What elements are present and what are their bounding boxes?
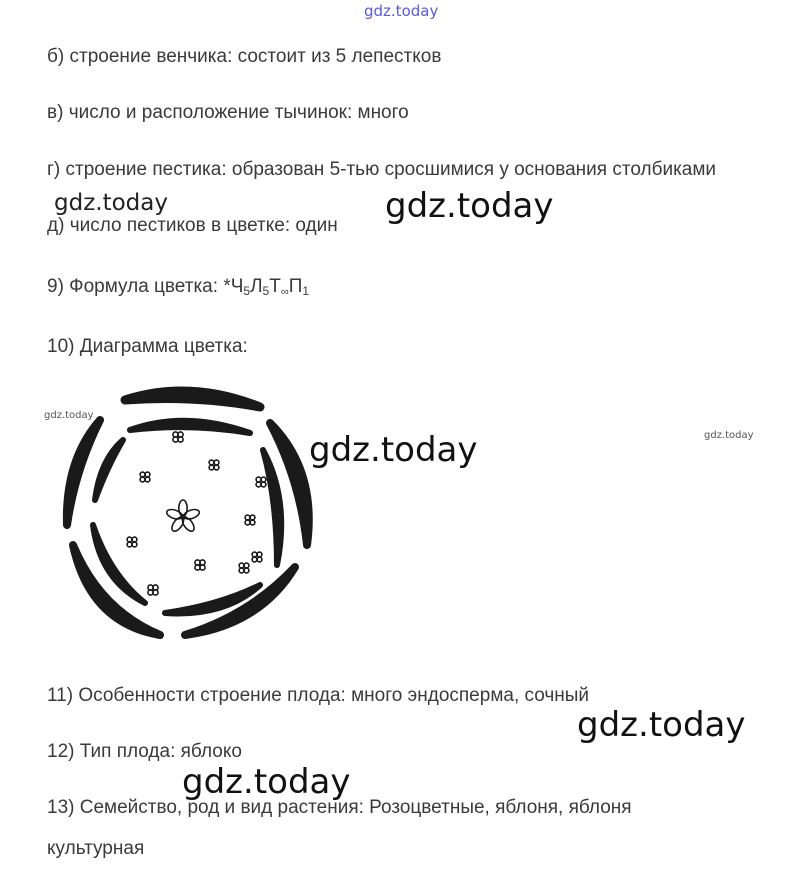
pistil-count-text: д) число пестиков в цветке: один: [47, 215, 338, 236]
stamen-icon: [148, 585, 158, 595]
fruit-type-text: 12) Тип плода: яблоко: [47, 741, 242, 762]
petal-shape: [95, 440, 123, 500]
stamen-icon: [127, 537, 137, 547]
watermark-right: gdz.today: [577, 705, 746, 745]
watermark-diagram-center: gdz.today: [309, 430, 478, 470]
watermark-bottom: gdz.today: [182, 762, 351, 802]
formula-label: 9) Формула цветка:: [47, 276, 224, 297]
flower-formula: [47, 275, 309, 304]
family-text-line1: 13) Семейство, род и вид растения: Розоцветные, яблоня, яблоня: [47, 797, 632, 818]
corolla-structure-text: б) строение венчика: состоит из 5 лепестков: [47, 46, 442, 67]
stamen-icon: [239, 563, 249, 573]
petal-shape: [130, 421, 250, 433]
formula-sepal: Ч: [230, 276, 244, 297]
fruit-features-text: 11) Особенности строение плода: много эндосперма, сочный: [47, 685, 590, 706]
stamen-icon: [173, 432, 183, 442]
stamen-icon: [252, 552, 262, 562]
formula-pistil-count: 1: [302, 284, 310, 298]
sepal-shape: [73, 545, 160, 635]
formula-petal: Л: [250, 276, 263, 297]
watermark-top: gdz.today: [364, 2, 439, 20]
watermark-left: gdz.today: [54, 190, 168, 216]
watermark-diagram-left: gdz.today: [44, 410, 94, 421]
formula-stamen: Т: [269, 276, 281, 297]
watermark-diagram-right: gdz.today: [704, 430, 754, 441]
sepal-shape: [67, 420, 100, 525]
formula-stamen-count: ∞: [280, 286, 289, 298]
formula-petal-count: 5: [262, 284, 270, 298]
pistil-structure-text: г) строение пестика: образован 5-тью сросшимися у основания столбиками: [47, 159, 717, 180]
formula-sepal-count: 5: [243, 284, 251, 298]
stamen-icon: [256, 477, 266, 487]
stamen-icon: [209, 460, 219, 470]
formula-star: *: [223, 276, 231, 297]
formula-pistil: П: [288, 276, 303, 297]
stamen-icon: [245, 515, 255, 525]
stamen-icon: [195, 560, 205, 570]
pistil-icon: [166, 500, 201, 533]
flower-diagram: [55, 385, 325, 645]
sepal-shape: [125, 391, 260, 407]
stamens-text: в) число и расположение тычинок: много: [47, 102, 409, 123]
family-text-line2: культурная: [47, 838, 145, 859]
petal-shape: [263, 450, 281, 565]
watermark-center: gdz.today: [385, 186, 554, 226]
diagram-label: 10) Диаграмма цветка:: [47, 336, 248, 357]
stamen-icon: [140, 472, 150, 482]
